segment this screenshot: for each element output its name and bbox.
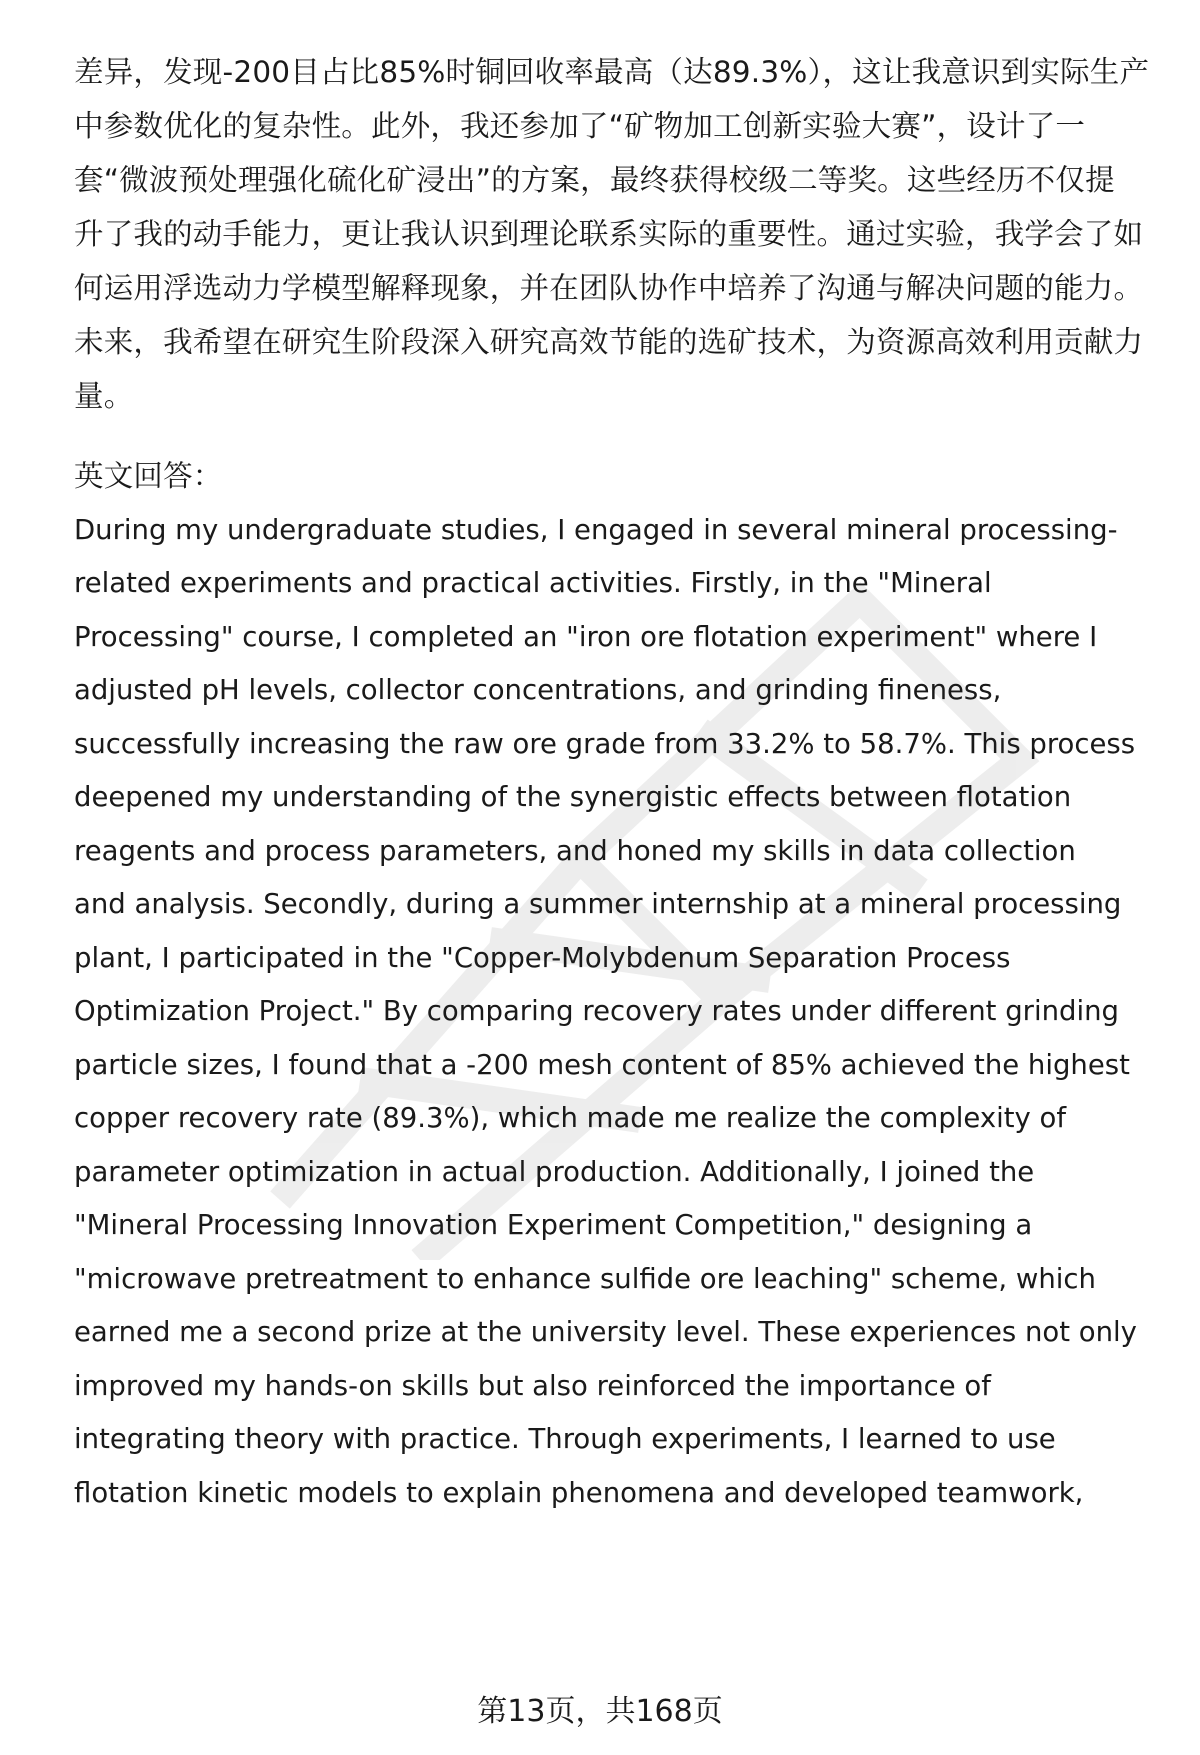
en-line-13: parameter optimization in actual production. Additionally, I joined the [74,1156,1035,1188]
cn-line-7: 量。 [74,379,134,413]
en-line-8: and analysis. Secondly, during a summer internship at a mineral processing [74,888,1122,920]
en-line-15: "microwave pretreatment to enhance sulfide ore leaching" scheme, which [74,1263,1096,1295]
cn-line-4: 升了我的动手能力，更让我认识到理论联系实际的重要性。通过实验，我学会了如 [74,217,1144,251]
en-line-5: successfully increasing the raw ore grade from 33.2% to 58.7%. This process [74,728,1136,760]
cn-line-1: 差异，发现-200目占比85%时铜回收率最高（达89.3%），这让我意识到实际生产 [74,55,1150,89]
en-line-19: flotation kinetic models to explain phenomena and developed teamwork, [74,1477,1084,1509]
cn-line-6: 未来，我希望在研究生阶段深入研究高效节能的选矿技术，为资源高效利用贡献力 [74,325,1144,359]
section-heading: 英文回答： [74,459,223,493]
page-number-footer: 第13页，共168页 [477,1694,723,1729]
en-line-16: earned me a second prize at the university level. These experiences not only [74,1316,1137,1348]
en-line-7: reagents and process parameters, and honed my skills in data collection [74,835,1076,867]
en-line-17: improved my hands-on skills but also reinforced the importance of [74,1370,991,1402]
en-line-14: "Mineral Processing Innovation Experiment Competition," designing a [74,1209,1033,1241]
en-line-4: adjusted pH levels, collector concentrations, and grinding fineness, [74,674,1002,706]
en-line-2: related experiments and practical activities. Firstly, in the "Mineral [74,567,992,599]
en-line-18: integrating theory with practice. Through experiments, I learned to use [74,1423,1056,1455]
en-line-1: During my undergraduate studies, I engaged in several mineral processing- [74,514,1118,546]
en-line-12: copper recovery rate (89.3%), which made me realize the complexity of [74,1102,1067,1134]
cn-line-5: 何运用浮选动力学模型解释现象，并在团队协作中培养了沟通与解决问题的能力。 [74,271,1144,305]
en-line-3: Processing" course, I completed an "iron ore flotation experiment" where I [74,621,1098,653]
en-line-6: deepened my understanding of the synergistic effects between flotation [74,781,1072,813]
cn-line-2: 中参数优化的复杂性。此外，我还参加了“矿物加工创新实验大赛”，设计了一 [74,109,1086,143]
en-line-10: Optimization Project." By comparing recovery rates under different grinding [74,995,1120,1027]
cn-line-3: 套“微波预处理强化硫化矿浸出”的方案，最终获得校级二等奖。这些经历不仅提 [74,163,1115,197]
en-line-9: plant, I participated in the "Copper-Molybdenum Separation Process [74,942,1011,974]
en-line-11: particle sizes, I found that a -200 mesh content of 85% achieved the highest [74,1049,1130,1081]
